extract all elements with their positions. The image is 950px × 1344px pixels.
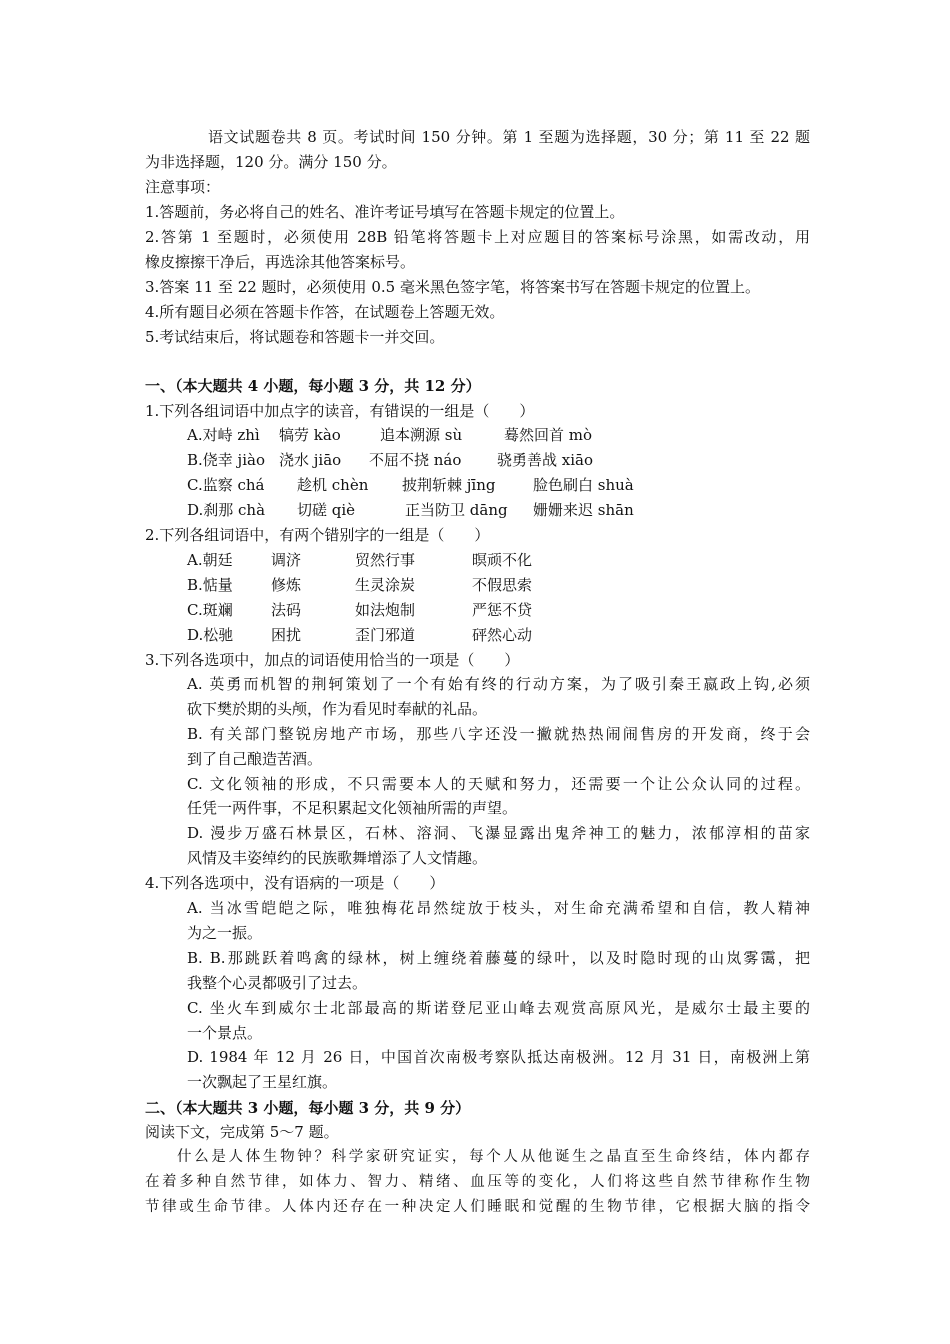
q1-stem: 1.下列各组词语中加点字的读音，有错误的一组是（ ）	[145, 402, 535, 420]
section2-heading: 二、（本大题共 3 小题，每小题 3 分，共 9 分）	[145, 1099, 471, 1117]
q3-option-b-line-1: B. 有关部门整锐房地产市场，那些八字还没一撇就热热闹闹售房的开发商，终于会	[187, 725, 810, 743]
section2-instruction: 阅读下文，完成第 5～7 题。	[145, 1123, 339, 1141]
q1-c-word-2: 趁机 chèn	[297, 476, 369, 494]
q1-d-word-1: D.刹那 chà	[187, 501, 266, 519]
notice-item-3: 3.答案 11 至 22 题时，必须使用 0.5 毫米黑色签字笔，将答案书写在答题卡规定的位置上。	[145, 278, 760, 296]
q2-a-word-3: 贸然行事	[355, 551, 416, 569]
q3-option-a-line-2: 砍下樊於期的头颅，作为看见时奉献的礼品。	[187, 700, 488, 718]
passage-line-2: 在着多种自然节律，如体力、智力、精绪、血压等的变化，人们将这些自然节律称作生物	[145, 1174, 810, 1190]
intro-line-2: 为非选择题，120 分。满分 150 分。	[145, 153, 397, 171]
q1-c-word-3: 披荆斩棘 jīng	[402, 476, 496, 494]
q4-option-b-line-2: 我整个心灵都吸引了过去。	[187, 974, 368, 992]
q1-b-word-4: 骁勇善战 xiāo	[497, 451, 593, 469]
q2-b-word-1: B.惦量	[187, 576, 233, 594]
q2-c-word-2: 法码	[271, 601, 302, 619]
q2-a-word-4: 暝顽不化	[472, 551, 533, 569]
q2-d-word-3: 歪门邪道	[355, 626, 416, 644]
notice-item-2a: 2.答第 1 至题时，必须使用 28B 铅笔将答题卡上对应题目的答案标号涂黑，如需改动，用	[145, 228, 810, 246]
q1-a-word-2: 犒劳 kào	[279, 426, 341, 444]
q1-b-word-2: 浇水 jiāo	[279, 451, 342, 469]
passage-line-3: 节律或生命节律。人体内还存在一种决定人们睡眠和觉醒的生物节律，它根据大脑的指令	[145, 1199, 810, 1215]
q3-option-c-line-1: C. 文化领袖的形成，不只需要本人的天赋和努力，还需要一个让公众认同的过程。	[187, 775, 810, 793]
q3-stem: 3.下列各选项中，加点的词语使用恰当的一项是（ ）	[145, 651, 520, 669]
q2-b-word-2: 修炼	[271, 576, 302, 594]
q3-option-d-line-1: D. 漫步万盛石林景区，石林、溶洞、飞瀑显露出鬼斧神工的魅力，浓郁淳相的苗家	[187, 824, 810, 842]
notice-title: 注意事项：	[145, 178, 221, 196]
passage-line-1: 什么是人体生物钟？科学家研究证实，每个人从他诞生之晶直至生命终结，体内都存	[177, 1149, 810, 1165]
q4-stem: 4.下列各选项中，没有语病的一项是（ ）	[145, 874, 445, 892]
q1-c-word-4: 脸色刷白 shuà	[533, 476, 634, 494]
q4-option-a-line-1: A. 当冰雪皑皑之际，唯独梅花昂然绽放于枝头，对生命充满希望和自信，教人精神	[187, 899, 810, 917]
q2-c-word-1: C.斑斓	[187, 601, 233, 619]
q3-option-c-line-2: 任凭一两件事，不足积累起文化领袖所需的声望。	[187, 799, 518, 817]
q2-stem: 2.下列各组词语中，有两个错别字的一组是（ ）	[145, 526, 490, 544]
q1-b-word-3: 不屈不挠 náo	[369, 451, 462, 469]
q1-c-word-1: C.监察 chá	[187, 476, 265, 494]
q1-d-word-4: 姗姗来迟 shān	[533, 501, 634, 519]
q4-option-b-line-1: B. B.那跳跃着鸣禽的绿林，树上缠绕着藤蔓的绿叶，以及时隐时现的山岚雾霭，把	[187, 949, 810, 967]
intro-line-1: 语文试题卷共 8 页。考试时间 150 分钟。第 1 至题为选择题，30 分；第 11 至 22 题	[208, 128, 810, 146]
q4-option-d-line-2: 一次飘起了王星红旗。	[187, 1073, 338, 1091]
q4-option-c-line-1: C. 坐火车到威尔士北部最高的斯诺登尼亚山峰去观赏高原风光，是威尔士最主要的	[187, 999, 810, 1017]
notice-item-4: 4.所有题目必须在答题卡作答，在试题卷上答题无效。	[145, 303, 505, 321]
section1-heading: 一、（本大题共 4 小题，每小题 3 分，共 12 分）	[145, 377, 481, 395]
q4-option-d-line-1: D. 1984 年 12 月 26 日，中国首次南极考察队抵达南极洲。12 月 31 日，南极洲上第	[187, 1048, 810, 1066]
notice-item-2b: 橡皮擦擦干净后，再选涂其他答案标号。	[145, 253, 416, 271]
q2-c-word-4: 严惩不贷	[472, 601, 533, 619]
q1-d-word-2: 切磋 qiè	[297, 501, 356, 519]
q2-b-word-4: 不假思索	[472, 576, 533, 594]
q2-c-word-3: 如法炮制	[355, 601, 416, 619]
q4-option-a-line-2: 为之一振。	[187, 924, 263, 942]
q2-a-word-1: A.朝廷	[187, 551, 233, 569]
q4-option-c-line-2: 一个景点。	[187, 1024, 263, 1042]
notice-item-1: 1.答题前，务必将自己的姓名、准许考证号填写在答题卡规定的位置上。	[145, 203, 625, 221]
q1-b-word-1: B.侥幸 jiào	[187, 451, 265, 469]
q3-option-d-line-2: 风情及丰姿绰约的民族歌舞增添了人文情趣。	[187, 849, 488, 867]
q2-d-word-2: 困扰	[271, 626, 302, 644]
q3-option-a-line-1: A. 英勇而机智的荆轲策划了一个有始有终的行动方案，为了吸引秦王嬴政上钩,必须	[187, 675, 810, 693]
q2-d-word-4: 砰然心动	[472, 626, 533, 644]
q1-a-word-1: A.对峙 zhì	[187, 426, 260, 444]
q1-a-word-3: 追本溯源 sù	[380, 426, 463, 444]
q2-d-word-1: D.松驰	[187, 626, 234, 644]
q1-d-word-3: 正当防卫 dāng	[405, 501, 508, 519]
q1-a-word-4: 蓦然回首 mò	[504, 426, 593, 444]
q2-b-word-3: 生灵涂炭	[355, 576, 416, 594]
q3-option-b-line-2: 到了自己酿造苦酒。	[187, 750, 323, 768]
q2-a-word-2: 调济	[271, 551, 302, 569]
notice-item-5: 5.考试结束后，将试题卷和答题卡一并交回。	[145, 328, 445, 346]
